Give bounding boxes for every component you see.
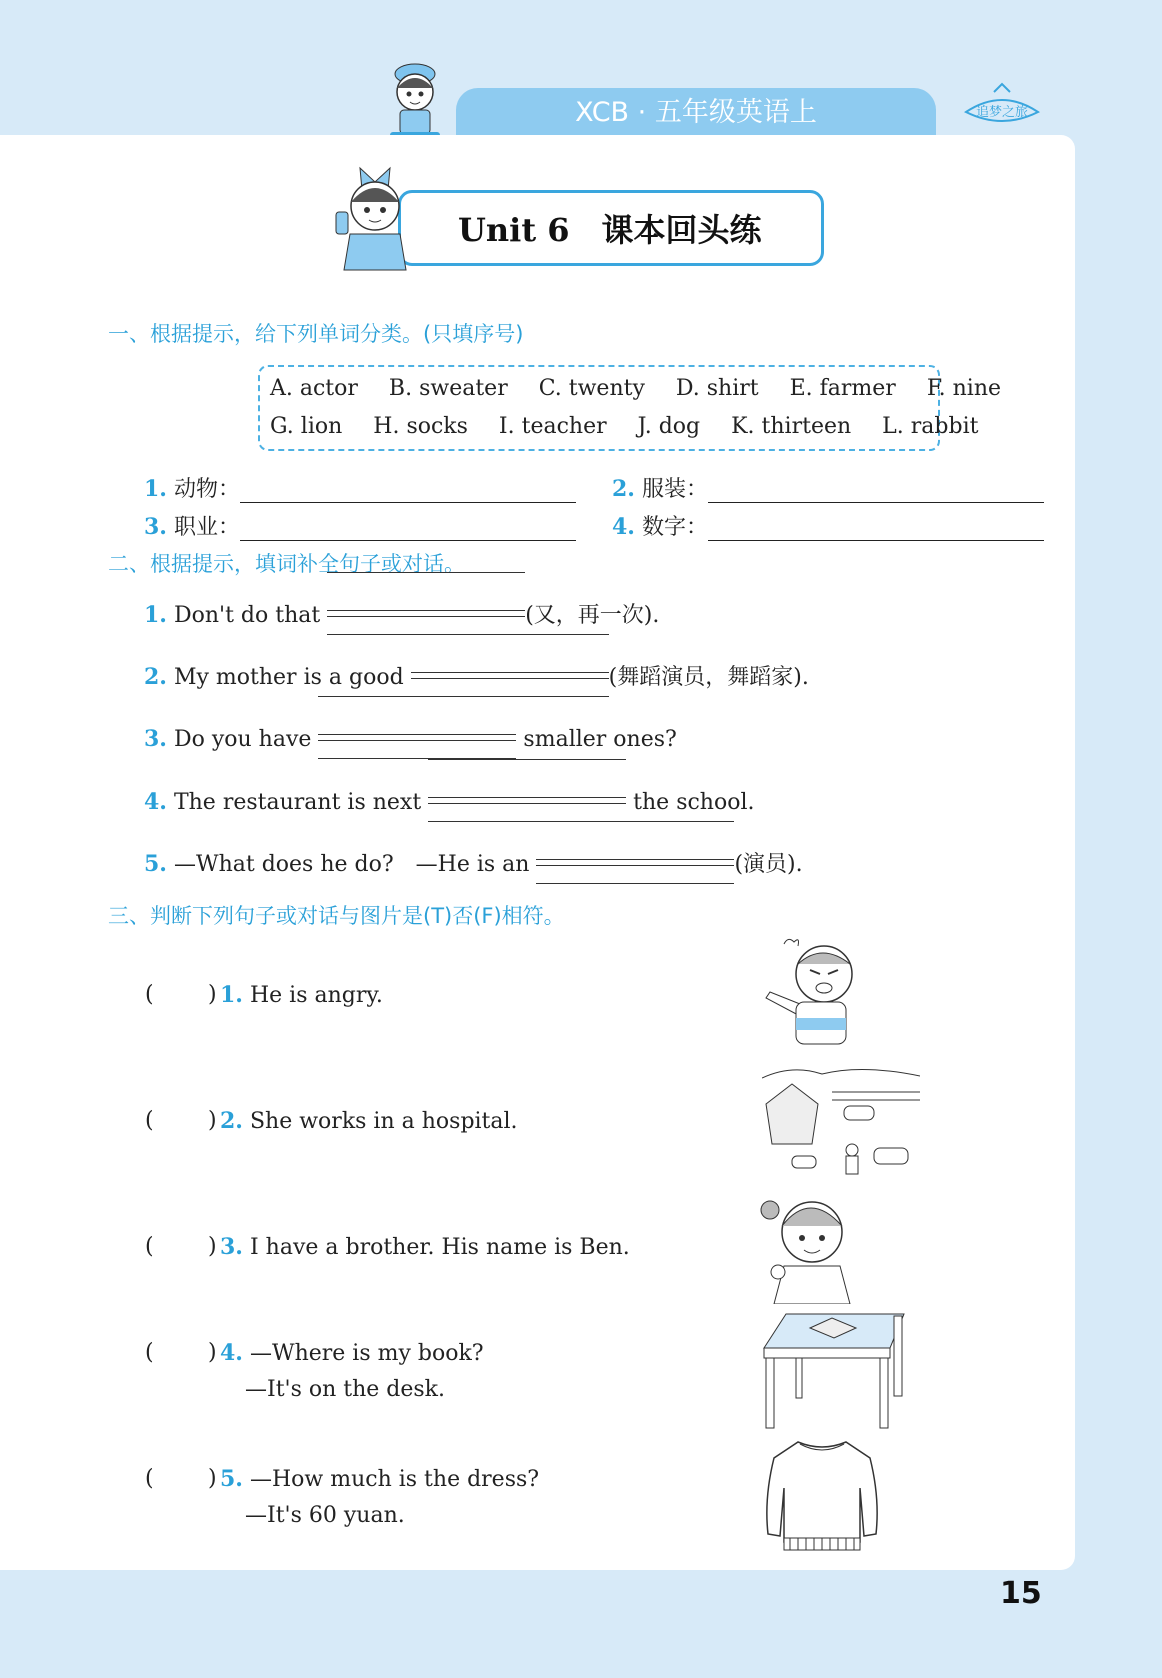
answer-paren-close: ) — [208, 1466, 217, 1491]
book-on-desk-icon — [760, 1312, 906, 1430]
category-clothes: 2. 服装： — [612, 472, 1044, 503]
judge-item-1: 1. He is angry. — [220, 982, 383, 1008]
answer-blank[interactable] — [240, 480, 576, 503]
fill-item-3: 3. Do you have smaller ones? — [144, 722, 677, 752]
word-item: E. farmer — [789, 376, 896, 401]
answer-blank[interactable] — [327, 598, 525, 622]
word-item: B. sweater — [388, 376, 508, 401]
header-title: XCB · 五年级英语上 — [456, 88, 936, 140]
section3-heading: 三、判断下列句子或对话与图片是(T)否(F)相符。 — [108, 904, 565, 928]
answer-paren-open[interactable]: ( — [145, 1234, 154, 1259]
answer-paren-close: ) — [208, 1108, 217, 1133]
answer-paren-open[interactable]: ( — [145, 982, 154, 1007]
mascot-title-icon — [330, 160, 420, 272]
mascot-header-icon — [380, 54, 450, 140]
word-item: L. rabbit — [882, 414, 979, 439]
judge-item-5-line2: —It's 60 yuan. — [245, 1503, 405, 1528]
page-number: 15 — [1000, 1576, 1042, 1611]
brand-logo-icon — [956, 82, 1048, 134]
fill-item-1: 1. Don't do that (又，再一次). — [144, 598, 659, 629]
sweater-icon — [760, 1438, 884, 1554]
answer-paren-close: ) — [208, 982, 217, 1007]
category-jobs: 3. 职业： — [144, 510, 576, 541]
answer-blank[interactable] — [411, 660, 609, 684]
word-item: J. dog — [637, 414, 701, 439]
category-animals: 1. 动物： — [144, 472, 576, 503]
word-item: G. lion — [270, 414, 343, 439]
judge-item-4: 4. —Where is my book? — [220, 1340, 484, 1366]
answer-blank[interactable] — [240, 518, 576, 541]
word-item: D. shirt — [675, 376, 759, 401]
answer-blank[interactable] — [708, 480, 1044, 503]
judge-item-5: 5. —How much is the dress? — [220, 1466, 540, 1492]
section2-heading: 二、根据提示，填词补全句子或对话。 — [108, 552, 465, 576]
word-item: K. thirteen — [731, 414, 852, 439]
answer-blank[interactable] — [318, 722, 516, 746]
fill-item-5: 5. —What does he do? —He is an (演员). — [144, 847, 803, 878]
answer-blank[interactable] — [536, 847, 734, 871]
answer-paren-open[interactable]: ( — [145, 1466, 154, 1491]
fill-item-2: 2. My mother is a good (舞蹈演员，舞蹈家). — [144, 660, 809, 691]
judge-item-3: 3. I have a brother. His name is Ben. — [220, 1234, 630, 1260]
word-item: C. twenty — [538, 376, 645, 401]
word-item: I. teacher — [498, 414, 607, 439]
answer-paren-open[interactable]: ( — [145, 1108, 154, 1133]
section1-heading: 一、根据提示，给下列单词分类。(只填序号) — [108, 322, 524, 346]
word-item: A. actor — [270, 376, 358, 401]
smiling-girl-icon — [760, 1186, 856, 1304]
judge-item-4-line2: —It's on the desk. — [245, 1377, 446, 1402]
word-item: F. nine — [926, 376, 1002, 401]
fill-item-4: 4. The restaurant is next the school. — [144, 785, 755, 815]
unit-title: Unit 6 课本回头练 — [458, 211, 762, 249]
answer-paren-open[interactable]: ( — [145, 1340, 154, 1365]
word-row-1 — [270, 376, 1001, 401]
category-numbers: 4. 数字： — [612, 510, 1044, 541]
angry-boy-icon — [760, 934, 872, 1052]
answer-paren-close: ) — [208, 1340, 217, 1365]
logo-text: 追梦之旅 — [975, 105, 1029, 120]
answer-blank[interactable] — [428, 785, 626, 809]
word-item: H. socks — [373, 414, 468, 439]
answer-blank[interactable] — [708, 518, 1044, 541]
answer-paren-close: ) — [208, 1234, 217, 1259]
word-row-2 — [270, 414, 978, 439]
judge-item-2: 2. She works in a hospital. — [220, 1108, 518, 1134]
farm-scene-icon — [762, 1064, 920, 1178]
